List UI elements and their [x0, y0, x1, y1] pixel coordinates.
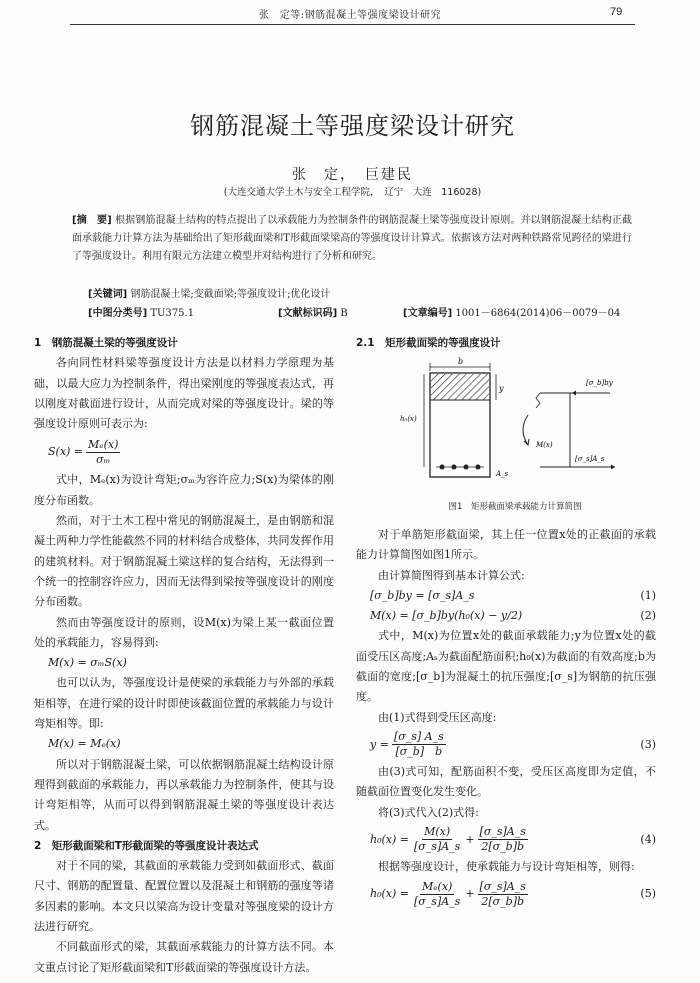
eq5-num-a: Mₑ(x): [422, 879, 453, 893]
equation-5: [356, 877, 656, 911]
eq5-den-a: [σ_s]A_s: [414, 894, 461, 908]
paragraph: 所以对于钢筋混凝土梁，可以依据钢筋混凝土结构设计原理得到截面的承载能力，再以承载能力为控制条件，使其与设计弯矩相等，从而可以得到钢筋混凝土梁的等强度设计表达式。: [34, 757, 334, 832]
eq4-num-a: M(x): [424, 825, 451, 839]
right-column: [356, 333, 656, 353]
paragraph: 各向同性材料梁等强度设计方法是以材料力学原理为基础，以最大应力为控制条件，得出梁刚度的等强度表达式，再以刚度对截面进行设计，从而完成对梁的等强度设计。梁的等强度设计原则可表示为:: [34, 356, 334, 431]
section-2-1-heading: 2.1 矩形截面梁的等强度设计: [356, 337, 501, 349]
eq5-den-b: 2[σ_b]b: [481, 894, 525, 908]
eq2-number: (2): [640, 609, 656, 623]
equation-m: M(x) = σₘS(x): [48, 656, 127, 670]
eq4-den-b: 2[σ_b]b: [481, 840, 525, 854]
eq3-lhs: y =: [370, 737, 389, 751]
header-rule: [70, 24, 635, 25]
paragraph: 由(3)式可知，配筋面积不变，受压区高度即为定值，不随截面位置变化发生变化。: [356, 764, 656, 799]
section-2-heading: 2 矩形截面梁和T形截面梁的等强度设计表达式: [34, 839, 259, 852]
eq4-den-a: [σ_s]A_s: [414, 840, 461, 854]
paragraph: 根据等强度设计，使承载能力与设计弯矩相等，则得:: [378, 859, 635, 873]
paragraph: 由计算简图得到基本计算公式:: [378, 568, 525, 582]
page-number: 79: [610, 6, 623, 18]
paragraph: 式中，M(x)为位置x处的截面承载能力;y为位置x处的截面受压区高度;Aₛ为截面配筋面积;h₀(x)为截面的有效高度;b为截面的宽度;[σ_b]为混凝土的抗压强度;[σ_s]为钢筋的抗压强度。: [356, 629, 656, 704]
right-column-body: [356, 525, 656, 911]
label-h0: h₀(x): [400, 415, 417, 423]
clc-value: TU375.1: [150, 308, 195, 319]
abstract-label: [摘 要]: [72, 215, 112, 226]
paragraph: 式中，Mₑ(x)为设计弯矩;σₘ为容许应力;S(x)为梁体的刚度分布函数。: [34, 473, 334, 507]
eq3-denominator: [σ_b] b: [395, 745, 443, 759]
eq4-num-b: [σ_s]A_s: [479, 825, 526, 839]
eq-lhs: S(x) =: [48, 445, 84, 459]
equation-3: [356, 728, 656, 762]
eq5-num-b: [σ_s]A_s: [479, 879, 526, 893]
doc-code-value: B: [340, 308, 348, 319]
label-concrete-force: [σ_b]by: [586, 379, 613, 387]
section-1-heading: 1 钢筋混凝土梁的等强度设计: [34, 337, 178, 349]
eq4-number: (4): [640, 832, 656, 846]
eq5-number: (5): [640, 887, 656, 900]
eq-denominator: σₘ: [96, 452, 111, 466]
paragraph: 然而，对于土木工程中常见的钢筋混凝土，是由钢筋和混凝土两种力学性能截然不同的材料结合成整体，共同发挥作用的建筑材料。对于钢筋混凝土梁这样的复合结构，无法得到一个统一的控制容许应力，因而无法得到梁按等强度设计的刚度分布函数。: [34, 514, 334, 609]
eq4-fraction-b: [478, 825, 528, 854]
paragraph: 对于不同的梁，其截面的承载能力受到如截面形式、截面尺寸、钢筋的配置量、配置位置以及混凝土和钢筋的强度等诸多因素的影响。本文只以梁高为设计变量对等强度梁的设计方法进行研究。: [34, 859, 334, 934]
paragraph: 不同截面形式的梁，其截面承载能力的计算方法不同。本文重点讨论了矩形截面梁和T形截面梁的等强度设计方法。: [34, 940, 334, 974]
authors: 张 定， 巨建民: [292, 167, 413, 183]
article-no-value: 1001－6864(2014)06－0079－04: [455, 308, 621, 319]
figure-1-diagram: [400, 355, 630, 495]
compression-zone: [431, 374, 489, 400]
label-as: A_s: [496, 470, 509, 478]
figure-1-caption: 图1 矩形截面梁承载能力计算简图: [448, 502, 582, 512]
eq3-numerator: [σ_s] A_s: [393, 730, 444, 744]
equation-m-equals: M(x) = Mₑ(x): [48, 737, 121, 751]
eq5-lhs: h₀(x) =: [370, 887, 409, 900]
paper-title: 钢筋混凝土等强度梁设计研究: [190, 112, 515, 140]
eq3-fraction: [392, 730, 446, 759]
plus-sign: +: [465, 832, 475, 846]
eq5-fraction-b: [478, 880, 528, 909]
running-head: 张 定等:钢筋混凝土等强度梁设计研究: [258, 10, 442, 21]
paragraph: 然而由等强度设计的原则，设M(x)为梁上某一截面位置处的承载能力，容易得到:: [34, 615, 334, 649]
label-b: b: [458, 357, 464, 366]
paragraph: 由(1)式得到受压区高度:: [378, 710, 497, 724]
eq5-fraction-a: [412, 880, 462, 909]
affiliation: (大连交通大学土木与安全工程学院， 辽宁 大连 116028): [223, 187, 482, 198]
abstract: [72, 212, 632, 266]
paragraph: 也可以认为，等强度设计是使梁的承载能力与外部的承载矩相等，在进行梁的设计时即使该截面位置的承载能力与设计弯矩相等。即:: [34, 676, 334, 731]
eq2-body: M(x) = [σ_b]by(h₀(x) − y/2): [370, 609, 523, 623]
equation-4: [356, 823, 656, 857]
eq4-fraction-a: [412, 825, 462, 854]
left-column: [34, 333, 334, 978]
keywords-text: 钢筋混凝土梁;变截面梁;等强度设计;优化设计: [130, 289, 331, 300]
eq-numerator: Mₑ(x): [88, 437, 119, 451]
equation-s: [34, 434, 334, 470]
label-steel-force: [σ_s]A_s: [575, 455, 605, 463]
article-no-label: [文章编号]: [403, 308, 453, 319]
classification-row: [88, 304, 633, 319]
paragraph: 将(3)式代入(2)式得:: [378, 805, 479, 819]
keywords-label: [关键词]: [88, 289, 128, 300]
plus-sign: +: [465, 887, 475, 900]
abstract-text: 根据钢筋混凝土结构的特点提出了以承载能力为控制条件的钢筋混凝土梁等强度设计原则。并以钢筋混凝土结构正截面承载能力计算方法为基础给出了矩形截面梁和T形截面梁梁高的等强度设计计算式。依据该方法对两种铁路常见跨径的梁进行了等强度设计。利用有限元方法建立模型并对结构进行了分析和研究。: [72, 215, 633, 262]
label-y: y: [499, 384, 504, 393]
equation-2: [356, 606, 656, 626]
keywords: [88, 286, 633, 303]
doc-code-label: [文献标识码]: [278, 308, 338, 319]
eq4-lhs: h₀(x) =: [370, 832, 409, 846]
eq1-number: (1): [640, 588, 656, 602]
paragraph: 对于单筋矩形截面梁，其上任一位置x处的正截面的承载能力计算简图如图1所示。: [356, 528, 656, 562]
label-moment: M(x): [536, 441, 553, 449]
eq3-number: (3): [640, 737, 656, 751]
eq-fraction: [86, 438, 120, 467]
clc-label: [中图分类号]: [88, 308, 148, 319]
eq1-body: [σ_b]by = [σ_s]A_s: [370, 588, 475, 602]
equation-1: [356, 586, 656, 606]
